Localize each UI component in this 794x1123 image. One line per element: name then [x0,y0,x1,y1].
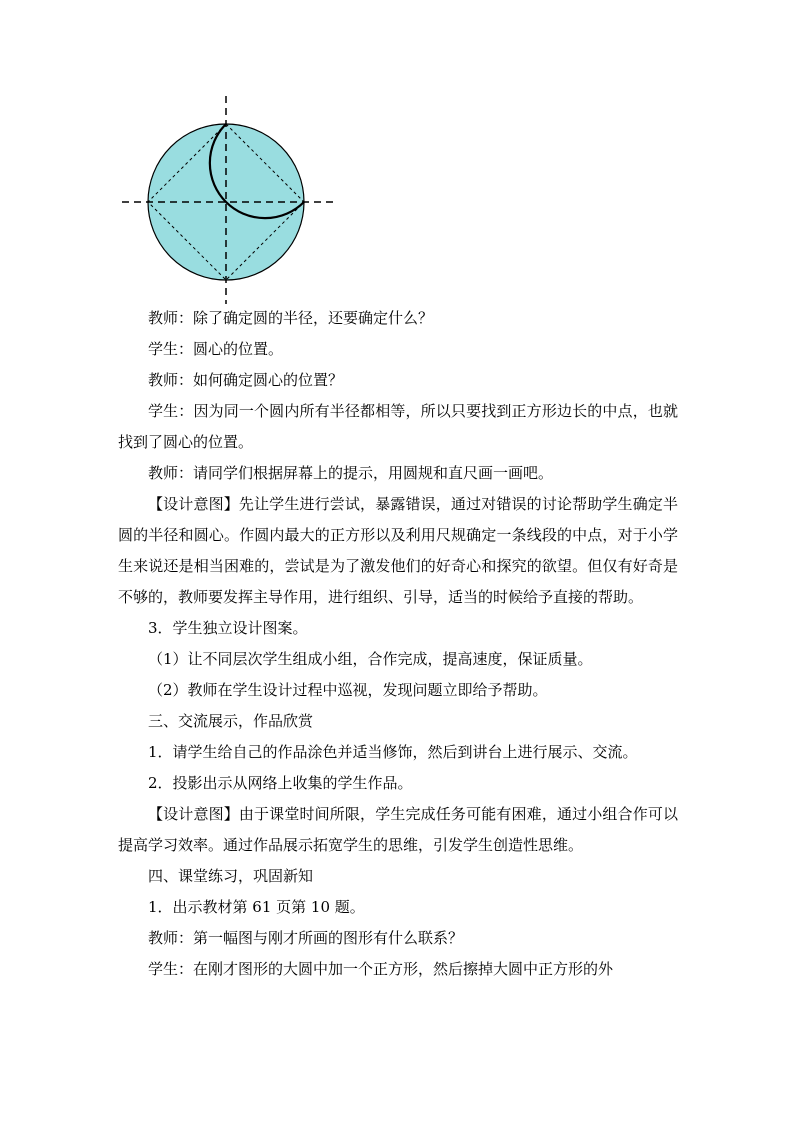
paragraph-step-3: 3．学生独立设计图案。 [148,619,308,637]
paragraph-exercise-1: 1．出示教材第 61 页第 10 题。 [148,898,365,916]
paragraph-teacher-question-2: 教师：如何确定圆心的位置？ [148,371,344,389]
paragraph-design-intent-2: 【设计意图】由于课堂时间所限，学生完成任务可能有困难，通过小组合作可以提高学习效率。通过作品展示拓宽学生的思维，引发学生创造性思维。 [118,805,678,854]
section-heading-3: 三、交流展示，作品欣赏 [148,712,314,730]
paragraph-teacher-question-1: 教师：除了确定圆的半径，还要确定什么？ [148,309,434,327]
section-heading-4: 四、课堂练习，巩固新知 [148,867,314,885]
paragraph-student-answer-3: 学生：在刚才图形的大圆中加一个正方形，然后擦掉大圆中正方形的外 [148,960,614,978]
paragraph-item-1: 1．请学生给自己的作品涂色并适当修饰，然后到讲台上进行展示、交流。 [148,743,638,761]
paragraph-design-intent-1: 【设计意图】先让学生进行尝试，暴露错误，通过对错误的讨论帮助学生确定半圆的半径和圆心。作圆内最大的正方形以及利用尺规确定一条线段的中点，对于小学生来说还是相当困难的，尝试是为了激发他们的好奇心和探究的欲望。但仅有好奇是不够的，教师要发挥主导作用，进行组织、引导，适当的时候给予直接的帮助。 [118,495,678,606]
paragraph-substep-1: （1）让不同层次学生组成小组，合作完成，提高速度，保证质量。 [148,650,593,668]
document-body [118,303,678,985]
geometry-figure [118,94,344,306]
paragraph-student-answer-1: 学生：圆心的位置。 [148,340,284,358]
paragraph-substep-2: （2）教师在学生设计过程中巡视，发现问题立即给予帮助。 [148,681,548,699]
paragraph-teacher-instruction: 教师：请同学们根据屏幕上的提示，用圆规和直尺画一画吧。 [148,464,554,482]
circle-square-diagram [118,94,344,306]
paragraph-teacher-question-3: 教师：第一幅图与刚才所画的图形有什么联系？ [148,929,464,947]
paragraph-item-2: 2．投影出示从网络上收集的学生作品。 [148,774,413,792]
paragraph-student-answer-2: 学生：因为同一个圆内所有半径都相等，所以只要找到正方形边长的中点，也就找到了圆心的位置。 [118,402,678,451]
